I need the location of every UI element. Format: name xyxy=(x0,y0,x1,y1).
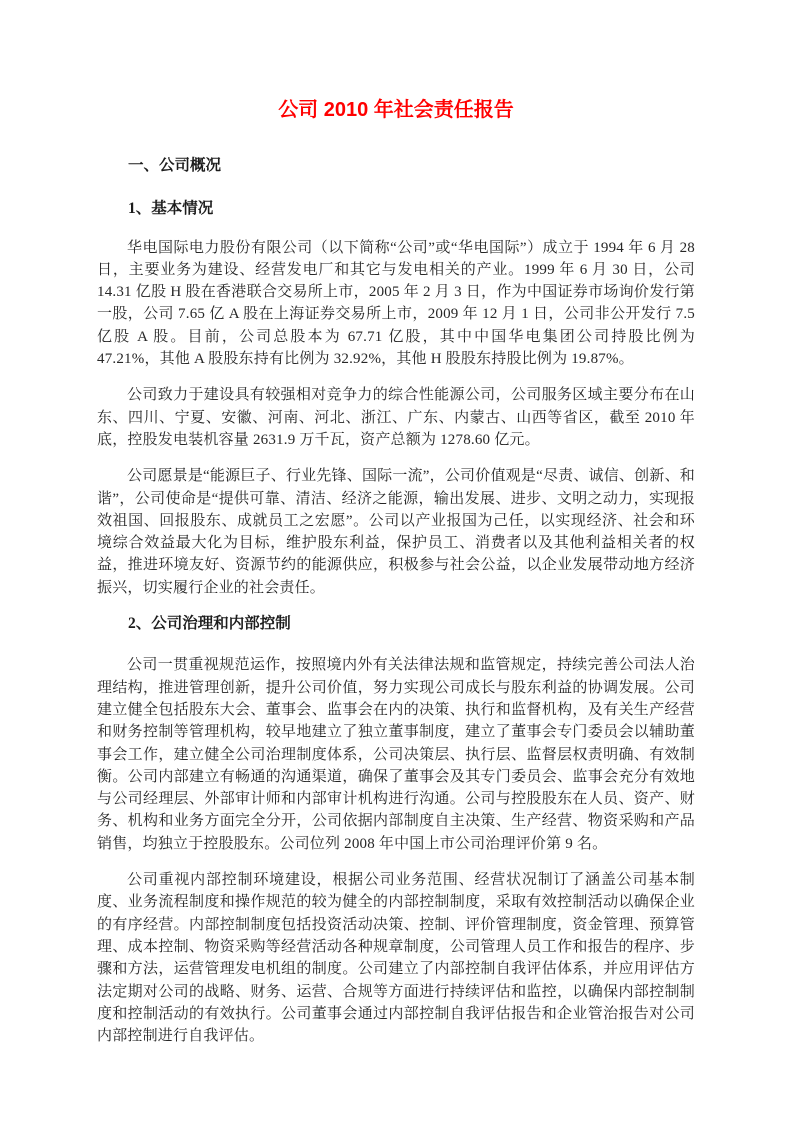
paragraph-company-history-shares: 华电国际电力股份有限公司（以下简称“公司”或“华电国际”）成立于 1994 年 6 月 28 日，主要业务为建设、经营发电厂和其它与发电相关的产业。1999 年 6 月 30 日，公司 14.31 亿股 H 股在香港联合交易所上市，2005 年 2 月 3 日，作为中国证券市场询价发行第一股，公司 7.65 亿 A 股在上海证券交易所上市，2009 年 12 月 1 日，公司非公开发行 7.5 亿股 A 股。目前，公司总股本为 67.71 亿股，其中中国华电集团公司持股比例为 47.21%，其他 A 股股东持有比例为 32.92%，其他 H 股股东持股比例为 19.87%。 xyxy=(97,239,695,368)
paragraph-service-regions-capacity: 公司致力于建设具有较强相对竞争力的综合性能源公司，公司服务区域主要分布在山东、四川、宁夏、安徽、河南、河北、浙江、广东、内蒙古、山西等省区，截至 2010 年底，控股发电装机容量 2631.9 万千瓦，资产总额为 1278.60 亿元。 xyxy=(97,387,695,448)
report-title: 公司 2010 年社会责任报告 xyxy=(278,99,514,121)
subsection-heading-basic-information: 1、基本情况 xyxy=(128,200,214,218)
paragraph-internal-control-system: 公司重视内部控制环境建设，根据公司业务范围、经营状况制订了涵盖公司基本制度、业务流程制度和操作规范的较为健全的内部控制制度，采取有效控制活动以确保企业的有序经营。内部控制制度包括投资活动决策、控制、评价管理制度，资金管理、预算管理、成本控制、物资采购等经营活动各种规章制度，公司管理人员工作和报告的程序、步骤和方法，运营管理发电机组的制度。公司建立了内部控制自我评估体系，并应用评估方法定期对公司的战略、财务、运营、合规等方面进行持续评估和监控，以确保内部控制制度和控制活动的有效执行。公司董事会通过内部控制自我评估报告和企业管治报告对公司内部控制进行自我评估。 xyxy=(97,872,695,1045)
subsection-heading-governance-internal-control: 2、公司治理和内部控制 xyxy=(128,615,291,633)
paragraph-vision-mission-values: 公司愿景是“能源巨子、行业先锋、国际一流”，公司价值观是“尽责、诚信、创新、和谐”，公司使命是“提供可靠、清洁、经济之能源，输出发展、进步、文明之动力，实现报效祖国、回报股东、成就员工之宏愿”。公司以产业报国为己任，以实现经济、社会和环境综合效益最大化为目标，维护股东利益，保护员工、消费者以及其他利益相关者的权益，推进环境友好、资源节约的能源供应，积极参与社会公益，以企业发展带动地方经济振兴，切实履行企业的社会责任。 xyxy=(97,468,695,596)
section-heading-company-overview: 一、公司概况 xyxy=(128,157,222,174)
paragraph-corporate-governance: 公司一贯重视规范运作，按照境内外有关法律法规和监管规定，持续完善公司法人治理结构，推进管理创新，提升公司价值，努力实现公司成长与股东利益的协调发展。公司建立健全包括股东大会、董事会、监事会在内的决策、执行和监督机构，及有关生产经营和财务控制等管理机构，较早地建立了独立董事制度，建立了董事会专门委员会以辅助董事会工作，建立健全公司治理制度体系，公司决策层、执行层、监督层权责明确、有效制衡。公司内部建立有畅通的沟通渠道，确保了董事会及其专门委员会、监事会充分有效地与公司经理层、外部审计师和内部审计机构进行沟通。公司与控股股东在人员、资产、财务、机构和业务方面完全分开，公司依据内部制度自主决策、生产经营、物资采购和产品销售，均独立于控股股东。公司位列 2008 年中国上市公司治理评价第 9 名。 xyxy=(97,657,695,852)
